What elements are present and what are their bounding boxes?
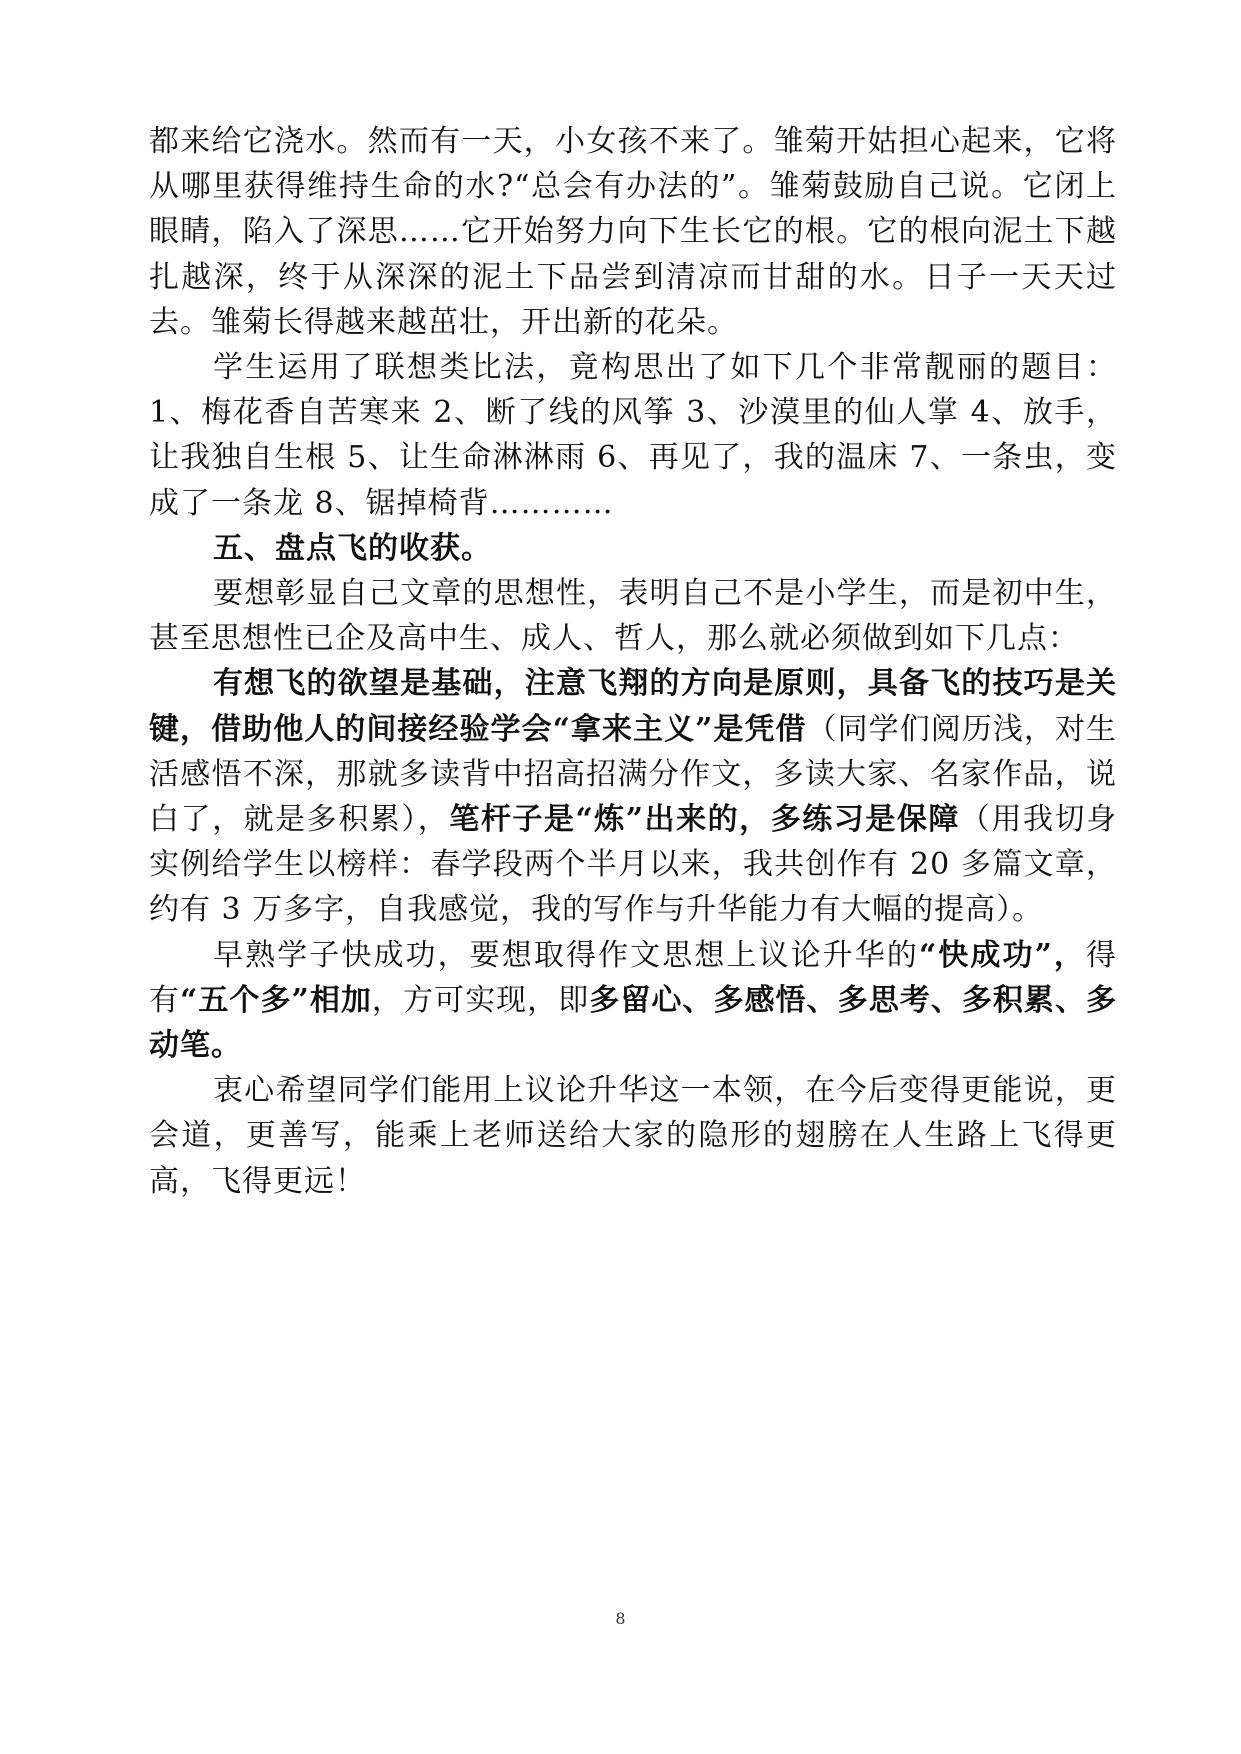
paragraph-thinking: 要想彰显自己文章的思想性，表明自己不是小学生，而是初中生，甚至思想性已企及高中生、成人、哲人，那么就必须做到如下几点： <box>149 576 1117 657</box>
paragraph-closing-wish: 衷心希望同学们能用上议论升华这一本领，在今后变得更能说，更会道，更善写，能乘上老师送给大家的隐形的翅膀在人生路上飞得更高，飞得更远！ <box>149 1073 1117 1199</box>
text-achievable: ，方可实现，即 <box>371 982 590 1018</box>
text-early-success: 早熟学子快成功，要想取得作文思想上议论升华的 <box>213 937 919 973</box>
document-body <box>149 119 1117 1204</box>
bold-text-flight-principles: 有想飞的欲望是基础，注意飞翔的方向是原则，具备飞的技巧是关键，借助他人的间接经验学会“拿来主义”是凭借 <box>149 666 1117 747</box>
bold-text-five-mores-list: 多留心、多感悟、多思考、多积累、多动笔。 <box>149 982 1118 1064</box>
section-heading-5: 五、盘点飞的收获。 <box>213 530 492 566</box>
page-number: 8 <box>615 1609 626 1628</box>
text-reading-note: （同学们阅历浅，对生活感悟不深，那就多读背中招高招满分作文，多读大家、名家作品，说白了，就是多积累）， <box>149 711 1118 838</box>
paragraph-key-points <box>149 661 1117 932</box>
bold-text-practice: 笔杆子是“炼”出来的，多练习是保障 <box>449 802 960 838</box>
paragraph-student-titles: 学生运用了联想类比法，竟构思出了如下几个非常靓丽的题目：1、梅花香自苦寒来 2、断了线的风筝 3、沙漠里的仙人掌 4、放手，让我独自生根 5、让生命淋淋雨 6、再见了，我的温床 7、一条虫，变成了一条龙 8、锯掉椅背………… <box>149 350 1117 521</box>
bold-text-five-mores: “五个多”相加 <box>180 982 372 1018</box>
text-author-example: （用我切身实例给学生以榜样：春学段两个半月以来，我共创作有 20 多篇文章，约有 3 万多字，自我感觉，我的写作与升华能力有大幅的提高）。 <box>149 802 1118 928</box>
bold-text-quick-success: “快成功”， <box>918 937 1086 973</box>
paragraph-daisy-story: 都来给它浇水。然而有一天，小女孩不来了。雏菊开姑担心起来，它将从哪里获得维持生命的水?“总会有办法的”。雏菊鼓励自己说。它闭上眼睛，陷入了深思……它开始努力向下生长它的根。它的根向泥土下越扎越深，终于从深深的泥土下品尝到清凉而甘甜的水。日子一天天过去。雏菊长得越来越茁壮，开出新的花朵。 <box>149 124 1117 340</box>
paragraph-five-mores <box>149 933 1117 1069</box>
text-need: 得有 <box>149 937 1117 1018</box>
